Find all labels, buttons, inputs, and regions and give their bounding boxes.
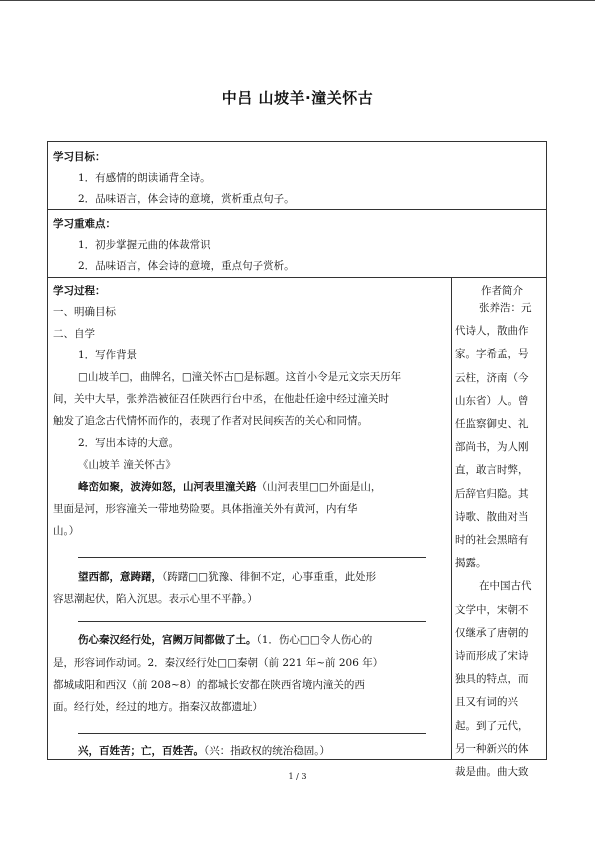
verse-note-line: 面。经行处，经过的地方。指秦汉故都遗址） (53, 701, 263, 713)
bio-line: 山东省）人。曾 (455, 394, 529, 407)
bio-line: 起。到了元代， (455, 719, 529, 732)
bio-line: 另一种新兴的体 (455, 742, 529, 755)
answer-line (78, 557, 426, 558)
bio-line: 直，敢言时弊， (455, 464, 529, 477)
bio-line: 时的社会黑暗有 (455, 534, 529, 547)
step-heading: 二、自学 (53, 328, 95, 340)
bio-line: 诗而形成了宋诗 (455, 650, 529, 663)
bio-line: 部尚书，为人刚 (455, 441, 529, 454)
background-text-line: 触发了追念古代情怀而作的，表现了作者对民间疾苦的关心和同情。 (53, 415, 368, 427)
author-bio (455, 297, 543, 784)
bio-line: 文学中，宋朝不 (455, 603, 529, 616)
background-text-line: □山坡羊□，曲牌名，□潼关怀古□是标题。这首小令是元文宗天历年 (78, 371, 402, 383)
goals-heading: 学习目标： (53, 151, 106, 163)
verse-text: 峰峦如聚，波涛如怒，山河表里潼关路 (78, 481, 257, 493)
bio-line: 独具的特点，而 (455, 673, 529, 686)
verse-line (78, 481, 381, 494)
keypoints-heading: 学习重难点： (53, 218, 116, 230)
bio-line: 仅继承了唐朝的 (455, 626, 529, 639)
page-title: 中吕 山坡羊·潼关怀古 (221, 89, 374, 107)
verse-text: 望西都，意踌躇， (78, 571, 162, 583)
verse-note-line: 是，形容词作动词。2．秦汉经行处□□秦朝（前 221 年~前 206 年） (53, 657, 384, 669)
verse-note: （踌躇□□犹豫、徘徊不定，心事重重，此处形 (162, 571, 377, 583)
verse-note: （山河表里□□外面是山， (256, 481, 382, 493)
answer-line (78, 733, 426, 734)
bio-line: 张养浩：元 (479, 302, 532, 314)
bio-line: 后辞官归隐。其 (455, 487, 529, 500)
bio-line: 揭露。 (455, 557, 487, 570)
sub-heading: 1．写作背景 (78, 349, 138, 361)
verse-text: 伤心秦汉经行处，宫阙万间都做了土。 (78, 634, 257, 646)
bio-line: 任监察御史、礼 (455, 418, 529, 431)
sub-heading: 2．写出本诗的大意。 (78, 437, 180, 449)
keypoint-item: 1．初步掌握元曲的体裁常识 (78, 239, 211, 251)
verse-line (78, 634, 372, 647)
background-text-line: 间，关中大旱，张养浩被征召任陕西行台中丞，在他赴任途中经过潼关时 (53, 393, 389, 405)
verse-line (78, 571, 376, 584)
step-heading: 一、明确目标 (53, 306, 116, 318)
goal-item: 1．有感情的朗读诵背全诗。 (78, 172, 211, 184)
bio-line: 在中国古代 (479, 580, 532, 593)
keypoint-item: 2．品味语言，体会诗的意境，重点句子赏析。 (78, 260, 295, 272)
poem-title: 《山坡羊 潼关怀古》 (78, 459, 176, 471)
verse-note-line: 山。） (53, 525, 80, 537)
bio-line: 诗歌、散曲对当 (455, 510, 529, 523)
verse-note-line: 容思潮起伏，陷入沉思。表示心里不平静。） (53, 593, 258, 605)
sidebar-heading: 作者简介 (481, 285, 523, 297)
goal-item: 2．品味语言，体会诗的意境，赏析重点句子。 (78, 193, 295, 205)
bio-line: 云柱，济南（今 (455, 371, 529, 384)
verse-note-line: 里面是河，形容潼关一带地势险要。具体指潼关外有黄河，内有华 (53, 503, 358, 515)
process-heading: 学习过程： (53, 285, 106, 297)
answer-line (78, 621, 426, 622)
verse-note: （兴：指政权的统治稳固。） (204, 745, 330, 757)
top-rule (0, 0, 595, 1)
page-number: 1 / 3 (288, 772, 307, 781)
verse-text: 兴，百姓苦；亡，百姓苦。 (78, 745, 204, 757)
bio-line: 家。字希孟，号 (455, 348, 529, 361)
verse-line (78, 745, 330, 758)
verse-note-line: 都城咸阳和西汉（前 208~8）的都城长安都在陕西省境内潼关的西 (53, 679, 365, 691)
verse-note: （1．伤心□□令人伤心的 (256, 634, 373, 646)
bio-line: 裁是曲。曲大致 (455, 766, 529, 779)
bio-line: 代诗人，散曲作 (455, 325, 529, 338)
bio-line: 且又有词的兴 (455, 696, 518, 709)
